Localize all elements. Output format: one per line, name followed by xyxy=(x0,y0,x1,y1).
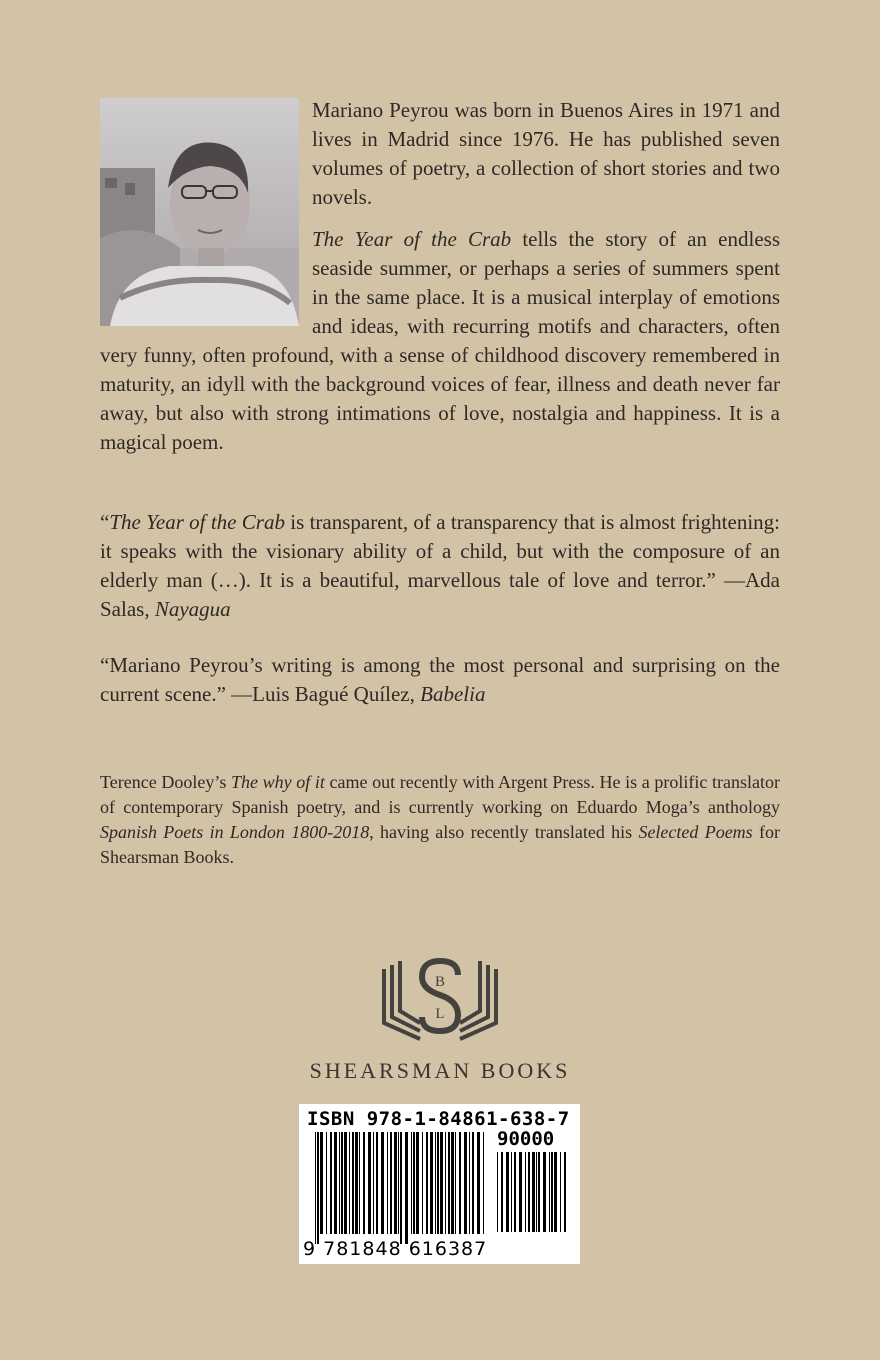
book-description-text: tells the story of an endless seaside summer, or perhaps a series of summers spent in the same place. It is a musical interplay of emotions and ideas, with recurring motifs and characters, often very funny, often profound, with a sense of childhood discovery remembered in maturity, an idyll with the background voices of fear, illness and death never far away, but also with strong intimations of love, nostalgia and happiness. It is a magical poem. xyxy=(100,227,780,454)
quote-source: Nayagua xyxy=(154,597,231,621)
ean-digits: 9 781848 616387 xyxy=(303,1238,488,1260)
anthology-title: Spanish Poets in London 1800-2018 xyxy=(100,822,370,842)
svg-text:L: L xyxy=(435,1006,445,1022)
publisher-logo xyxy=(380,955,500,1047)
translator-text: for Shearsman Books. xyxy=(100,822,780,867)
translator-text: Terence Dooley’s xyxy=(100,772,231,792)
review-quote-1 xyxy=(100,508,780,624)
selected-poems-title: Selected Poems xyxy=(638,822,753,842)
review-quotes xyxy=(100,508,780,736)
book-title: The Year of the Crab xyxy=(312,227,512,251)
barcode-addon-bars xyxy=(495,1152,571,1242)
publisher-name: SHEARSMAN BOOKS xyxy=(309,1058,571,1083)
quote-book-title: The Year of the Crab xyxy=(109,510,285,534)
barcode-addon-number: 90000 xyxy=(497,1128,555,1150)
isbn-label: ISBN 978-1-84861-638-7 xyxy=(307,1108,570,1130)
translator-text: came out recently with Argent Press. He is a prolific translator of contemporary Spanish poetry, and is currently working on Eduardo Moga’s anthology xyxy=(100,772,781,817)
quote-open: “ xyxy=(100,510,110,534)
review-quote-2 xyxy=(100,651,780,709)
isbn-barcode xyxy=(299,1104,580,1264)
translator-bio xyxy=(100,770,780,870)
barcode-bars xyxy=(313,1132,489,1244)
svg-text:B: B xyxy=(434,974,446,990)
translator-book-title: The why of it xyxy=(230,772,325,792)
quote-text: “Mariano Peyrou’s writing is among the most personal and surprising on the current scene.” —Luis Bagué Quílez, xyxy=(100,653,780,706)
author-bio-text: Mariano Peyrou was born in Buenos Aires in 1971 and lives in Madrid since 1976. He has published seven volumes of poetry, a collection of short stories and two novels. xyxy=(312,98,780,209)
book-emblem-icon xyxy=(380,955,500,1047)
quote-source: Babelia xyxy=(420,682,486,706)
translator-text: , having also recently translated his xyxy=(369,822,639,842)
quote-text: is transparent, of a transparency that is almost frightening: it speaks with the visionary ability of a child, but with the composure of an elderly man (…). It is a beautiful, marvellous tale of love and terror.” —Ada Salas, xyxy=(100,510,780,621)
author-bio-section xyxy=(100,96,780,470)
